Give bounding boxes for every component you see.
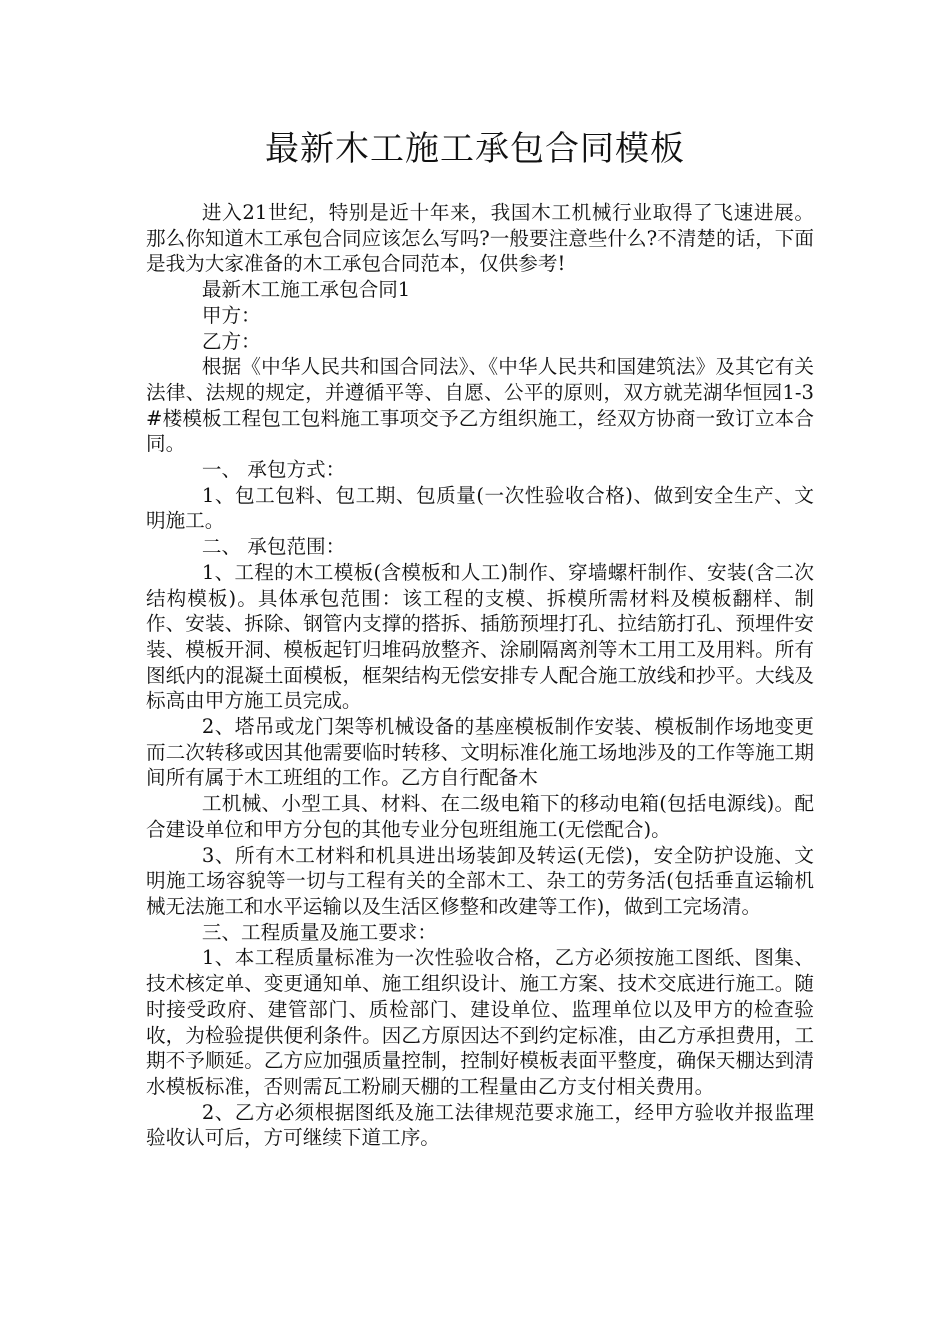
clause-paragraph: 2、塔吊或龙门架等机械设备的基座模板制作安装、模板制作场地变更而二次转移或因其他需要临时转移、文明标准化施工场地涉及的工作等施工期间所有属于木工班组的工作。乙方自行配备木 xyxy=(146,715,814,790)
party-b-line: 乙方： xyxy=(201,329,261,353)
clause-paragraph: 1、包工包料、包工期、包质量(一次性验收合格)、做到安全生产、文明施工。 xyxy=(146,483,814,533)
clause-paragraph-continued: 工机械、小型工具、材料、在二级电箱下的移动电箱(包括电源线)。配合建设单位和甲方分包的其他专业分包班组施工(无偿配合)。 xyxy=(146,792,814,841)
party-a-line: 甲方： xyxy=(201,303,261,327)
contract-heading: 最新木工施工承包合同1 xyxy=(201,278,411,302)
clause-paragraph: 2、乙方必须根据图纸及施工法律规范要求施工，经甲方验收并报监理验收认可后，方可继续下道工序。 xyxy=(146,1100,814,1150)
document-body xyxy=(146,200,814,1151)
section-heading-contract-method: 一、 承包方式： xyxy=(201,458,346,482)
clause-paragraph: 1、本工程质量标准为一次性验收合格，乙方必须按施工图纸、图集、技术核定单、变更通知单、施工组织设计、施工方案、技术交底进行施工。随时接受政府、建管部门、质检部门、建设单位、监理单位以及甲方的检查验收，为检验提供便利条件。因乙方原因达不到约定标准，由乙方承担费用，工期不予顺延。乙方应加强质量控制，控制好模板表面平整度，确保天棚达到清水模板标准，否则需瓦工粉刷天棚的工程量由乙方支付相关费用。 xyxy=(146,946,814,1098)
document-title: 最新木工施工承包合同模板 xyxy=(265,129,685,169)
clause-paragraph: 1、工程的木工模板(含模板和人工)制作、穿墙螺杆制作、安装(含二次结构模板)。具体承包范围：该工程的支模、拆模所需材料及模板翻样、制作、安装、拆除、钢管内支撑的搭拆、插筋预埋打孔、拉结筋打孔、预埋件安装、模板开洞、模板起钉归堆码放整齐、涂刷隔离剂等木工用工及用料。所有图纸内的混凝土面模板，框架结构无偿安排专人配合施工放线和抄平。大线及标高由甲方施工员完成。 xyxy=(146,560,814,713)
section-heading-quality: 三、工程质量及施工要求： xyxy=(201,920,437,944)
clause-paragraph: 3、所有木工材料和机具进出场装卸及转运(无偿)，安全防护设施、文明施工场容貌等一切与工程有关的全部木工、杂工的劳务活(包括垂直运输机械无法施工和水平运输以及生活区修整和改建等工作)，做到工完场清。 xyxy=(146,843,814,918)
intro-paragraph: 进入21世纪，特别是近十年来，我国木工机械行业取得了飞速进展。那么你知道木工承包合同应该怎么写吗?一般要注意些什么?不清楚的话，下面是我为大家准备的木工承包合同范本，仅供参考! xyxy=(146,201,814,276)
preamble-paragraph: 根据《中华人民共和国合同法》、《中华人民共和国建筑法》及其它有关法律、法规的规定，并遵循平等、自愿、公平的原则，双方就芜湖华恒园1-3#楼模板工程包工包料施工事项交予乙方组织施工，经双方协商一致订立本合同。 xyxy=(146,355,814,456)
section-heading-contract-scope: 二、 承包范围： xyxy=(201,535,346,559)
